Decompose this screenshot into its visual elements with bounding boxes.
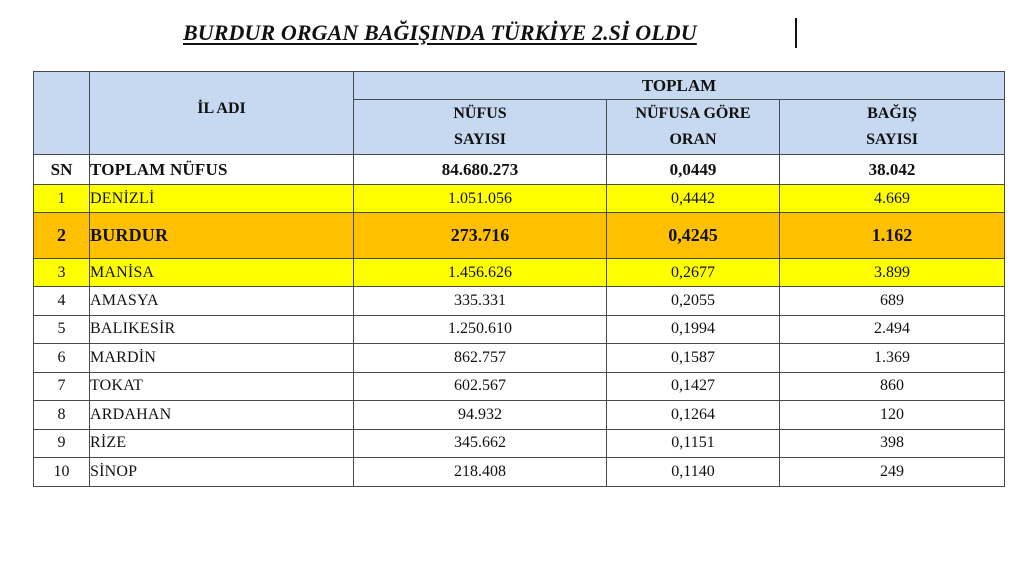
- row-oran: 0,2677: [607, 259, 780, 287]
- row-oran: 0,2055: [607, 287, 780, 316]
- table-row: [34, 401, 1005, 430]
- row-bagis: 1.369: [780, 344, 1005, 373]
- row-nufus: 218.408: [354, 458, 607, 487]
- row-sn: 9: [34, 429, 90, 458]
- row-nufus: 862.757: [354, 344, 607, 373]
- row-il: SİNOP: [90, 458, 354, 487]
- table-row: [34, 287, 1005, 316]
- row-il: MARDİN: [90, 344, 354, 373]
- total-bagis: 38.042: [780, 155, 1005, 185]
- row-il: BALIKESİR: [90, 315, 354, 344]
- row-il: MANİSA: [90, 259, 354, 287]
- header-bagis-sayisi: [780, 100, 1005, 155]
- row-sn: 1: [34, 185, 90, 213]
- row-nufus: 345.662: [354, 429, 607, 458]
- table-row: [34, 185, 1005, 213]
- row-oran: 0,4442: [607, 185, 780, 213]
- row-sn: 3: [34, 259, 90, 287]
- row-il: BURDUR: [90, 213, 354, 259]
- row-bagis: 120: [780, 401, 1005, 430]
- row-oran: 0,1994: [607, 315, 780, 344]
- header-nufus-line2: SAYISI: [454, 131, 506, 148]
- row-il: TOKAT: [90, 372, 354, 401]
- row-il: ARDAHAN: [90, 401, 354, 430]
- header-il-adi-label: İL ADI: [197, 100, 246, 117]
- row-nufus: 1.456.626: [354, 259, 607, 287]
- row-oran: 0,1427: [607, 372, 780, 401]
- header-oran-line1: NÜFUSA GÖRE: [635, 105, 751, 122]
- row-oran: 0,4245: [607, 213, 780, 259]
- header-il-adi: [90, 72, 354, 155]
- header-bagis-line2: SAYISI: [866, 131, 918, 148]
- total-oran: 0,0449: [607, 155, 780, 185]
- total-label: TOPLAM NÜFUS: [90, 155, 354, 185]
- row-bagis: 3.899: [780, 259, 1005, 287]
- total-sn: SN: [34, 155, 90, 185]
- row-bagis: 398: [780, 429, 1005, 458]
- row-nufus: 335.331: [354, 287, 607, 316]
- row-bagis: 1.162: [780, 213, 1005, 259]
- row-oran: 0,1264: [607, 401, 780, 430]
- row-bagis: 689: [780, 287, 1005, 316]
- table-row: [34, 372, 1005, 401]
- table-row: [34, 315, 1005, 344]
- row-nufus: 1.051.056: [354, 185, 607, 213]
- organ-donation-table: [33, 71, 1005, 487]
- text-cursor: [795, 18, 797, 48]
- total-row: [34, 155, 1005, 185]
- row-il: RİZE: [90, 429, 354, 458]
- row-nufus: 1.250.610: [354, 315, 607, 344]
- row-bagis: 4.669: [780, 185, 1005, 213]
- row-bagis: 249: [780, 458, 1005, 487]
- header-sn-blank: [34, 72, 90, 155]
- header-bagis-line1: BAĞIŞ: [867, 105, 917, 122]
- table-row: [34, 458, 1005, 487]
- row-sn: 6: [34, 344, 90, 373]
- row-nufus: 602.567: [354, 372, 607, 401]
- row-sn: 5: [34, 315, 90, 344]
- row-il: DENİZLİ: [90, 185, 354, 213]
- header-nufus-line1: NÜFUS: [453, 105, 507, 122]
- row-bagis: 2.494: [780, 315, 1005, 344]
- table-row: [34, 259, 1005, 287]
- table-row-highlight: [34, 213, 1005, 259]
- row-nufus: 94.932: [354, 401, 607, 430]
- header-oran-line2: ORAN: [669, 131, 717, 148]
- row-sn: 4: [34, 287, 90, 316]
- table-row: [34, 344, 1005, 373]
- total-nufus: 84.680.273: [354, 155, 607, 185]
- row-sn: 10: [34, 458, 90, 487]
- table-row: [34, 429, 1005, 458]
- header-nufusa-gore-oran: [607, 100, 780, 155]
- page-title: BURDUR ORGAN BAĞIŞINDA TÜRKİYE 2.Sİ OLDU: [183, 20, 697, 45]
- row-il: AMASYA: [90, 287, 354, 316]
- row-oran: 0,1140: [607, 458, 780, 487]
- row-bagis: 860: [780, 372, 1005, 401]
- row-oran: 0,1151: [607, 429, 780, 458]
- row-oran: 0,1587: [607, 344, 780, 373]
- row-sn: 8: [34, 401, 90, 430]
- header-nufus-sayisi: [354, 100, 607, 155]
- row-nufus: 273.716: [354, 213, 607, 259]
- row-sn: 7: [34, 372, 90, 401]
- row-sn: 2: [34, 213, 90, 259]
- header-toplam: TOPLAM: [354, 72, 1005, 100]
